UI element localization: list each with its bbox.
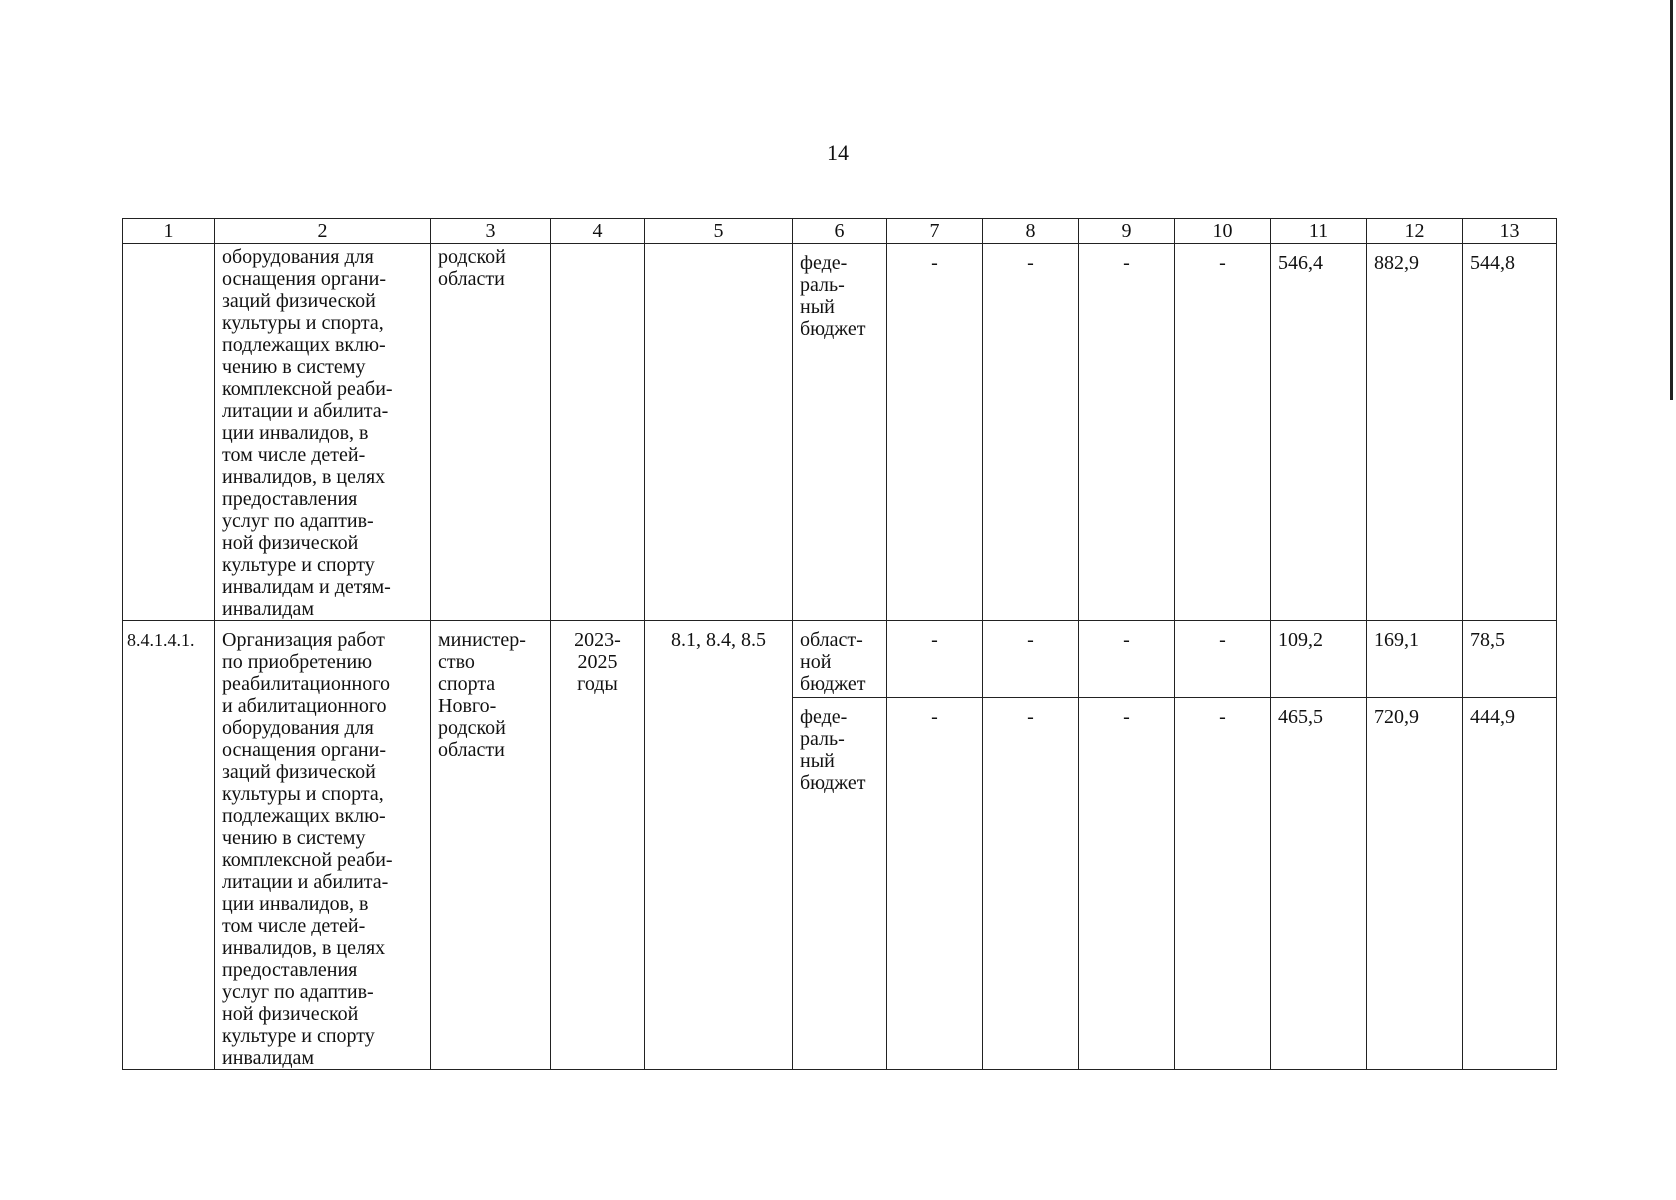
- column-number: 11: [1271, 219, 1367, 244]
- column-number: 10: [1175, 219, 1271, 244]
- row-value-col11: 109,2: [1271, 621, 1367, 698]
- row-value-col8: -: [983, 621, 1079, 698]
- row-value-col7: -: [887, 697, 983, 1070]
- row-description: оборудования для оснащения органи- заций физической культуры и спорта, подлежащих вклю- чению в систему комплексной реаби- литации и абилита- ции инвалидов, в том числе детей- инвалидов, в целях предоставления услуг по адаптив- ной физической культуре и спорту инвалидам и детям- инвалидам: [215, 244, 431, 621]
- row-value-col8: -: [983, 244, 1079, 621]
- column-number: 4: [551, 219, 645, 244]
- row-value-col12: 169,1: [1367, 621, 1463, 698]
- row-value-col13: 544,8: [1463, 244, 1557, 621]
- row-description: Организация работ по приобретению реабилитационного и абилитационного оборудования для оснащения органи- заций физической культуры и спорта, подлежащих вклю- чению в систему комплексной реаби- литации и абилита- ции инвалидов, в том числе детей- инвалидов, в целях предоставления услуг по адаптив- ной физической культуре и спорту инвалидам: [215, 621, 431, 1070]
- row-value-col8: -: [983, 697, 1079, 1070]
- column-number: 2: [215, 219, 431, 244]
- column-number: 6: [793, 219, 887, 244]
- column-number-row: [123, 219, 1557, 244]
- row-code: [123, 244, 215, 621]
- row-value-col11: 465,5: [1271, 697, 1367, 1070]
- column-number: 1: [123, 219, 215, 244]
- column-number: 9: [1079, 219, 1175, 244]
- column-number: 7: [887, 219, 983, 244]
- row-indicators: [645, 244, 793, 621]
- table-row: [123, 621, 1557, 698]
- row-funding-source: област- ной бюджет: [793, 621, 887, 698]
- row-funding-source: феде- раль- ный бюджет: [793, 697, 887, 1070]
- table-row: [123, 244, 1557, 621]
- row-value-col10: -: [1175, 621, 1271, 698]
- page-number: 14: [827, 140, 849, 165]
- row-value-col7: -: [887, 621, 983, 698]
- row-period: [551, 244, 645, 621]
- column-number: 8: [983, 219, 1079, 244]
- row-value-col11: 546,4: [1271, 244, 1367, 621]
- program-table: [122, 218, 1557, 1070]
- row-value-col12: 720,9: [1367, 697, 1463, 1070]
- row-funding-source: феде- раль- ный бюджет: [793, 244, 887, 621]
- column-number: 3: [431, 219, 551, 244]
- column-number: 13: [1463, 219, 1557, 244]
- column-number: 5: [645, 219, 793, 244]
- row-value-col10: -: [1175, 697, 1271, 1070]
- row-indicators: 8.1, 8.4, 8.5: [645, 621, 793, 1070]
- row-value-col12: 882,9: [1367, 244, 1463, 621]
- column-number: 12: [1367, 219, 1463, 244]
- row-value-col10: -: [1175, 244, 1271, 621]
- row-code: 8.4.1.4.1.: [123, 621, 215, 1070]
- row-value-col9: -: [1079, 697, 1175, 1070]
- row-executor: министер- ство спорта Новго- родской области: [431, 621, 551, 1070]
- row-executor: родской области: [431, 244, 551, 621]
- row-value-col7: -: [887, 244, 983, 621]
- row-value-col13: 444,9: [1463, 697, 1557, 1070]
- row-value-col9: -: [1079, 621, 1175, 698]
- scan-edge-line: [1670, 0, 1673, 400]
- row-value-col13: 78,5: [1463, 621, 1557, 698]
- row-period: 2023- 2025 годы: [551, 621, 645, 1070]
- row-value-col9: -: [1079, 244, 1175, 621]
